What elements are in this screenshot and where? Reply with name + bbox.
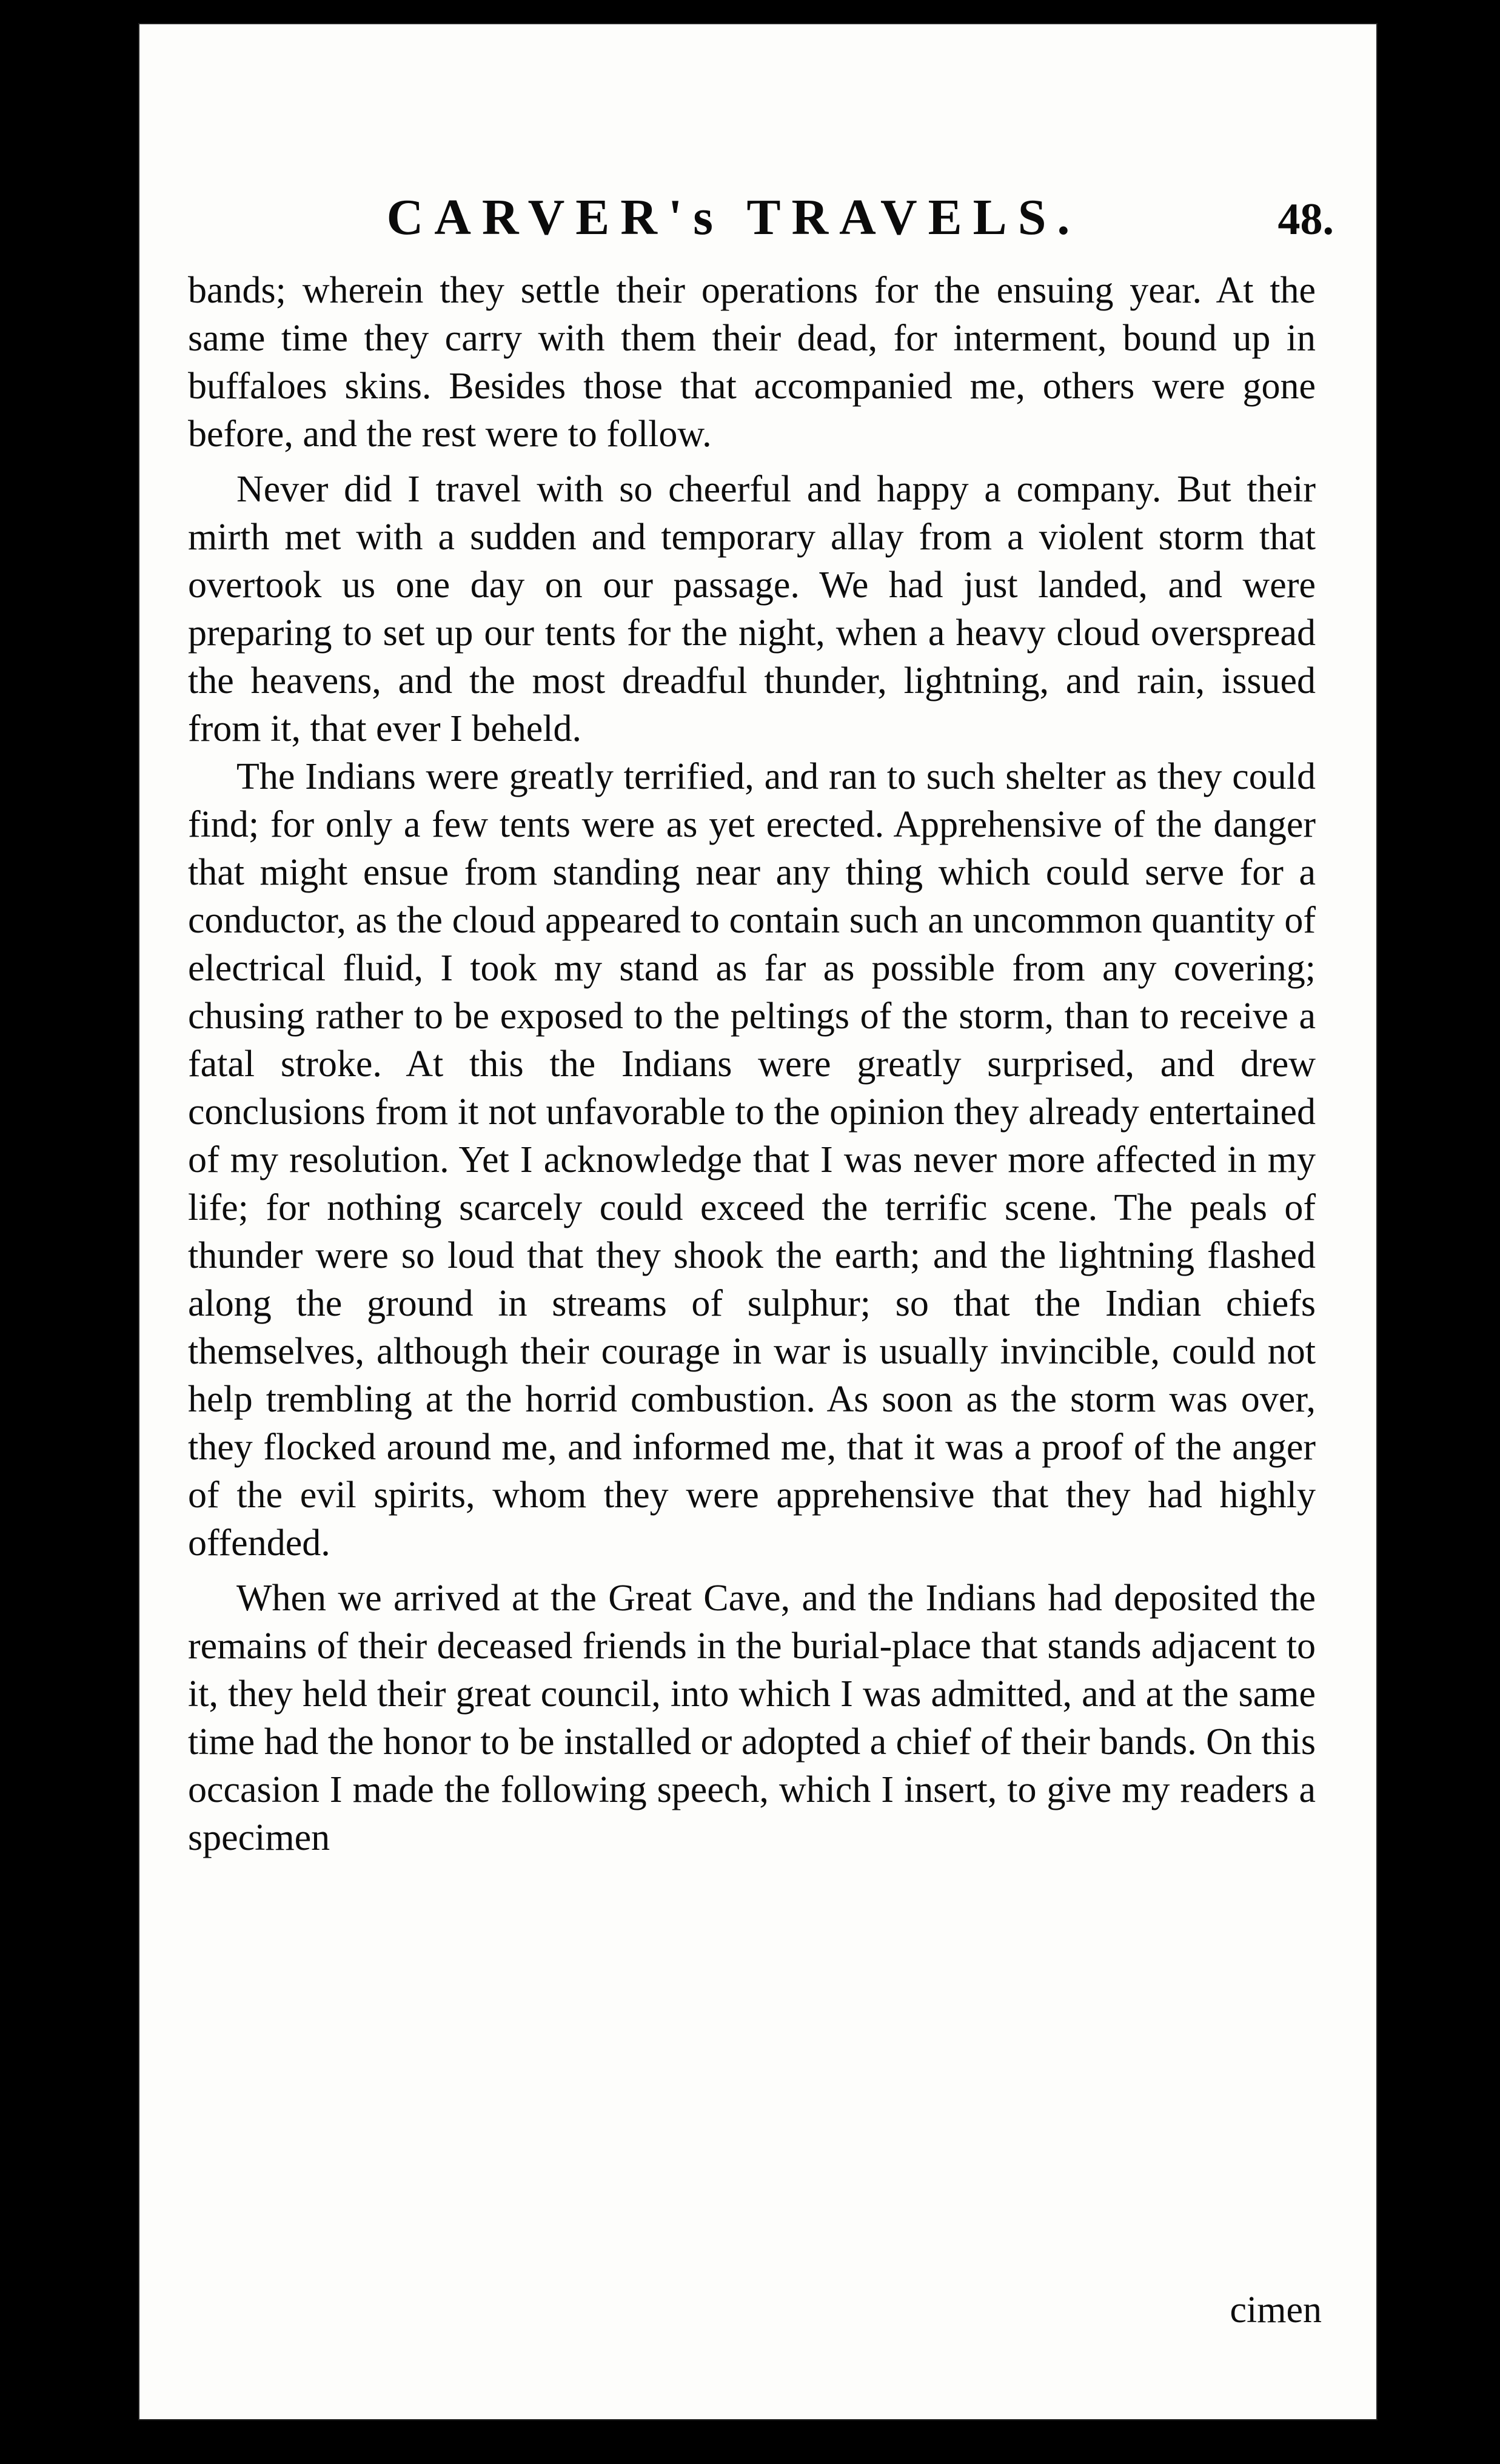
- book-page: [139, 24, 1376, 2419]
- catchword: cimen: [1230, 2289, 1322, 2331]
- running-title: CARVER's TRAVELS.: [386, 189, 1081, 246]
- scan-background: [0, 0, 152, 2464]
- page-number: 48.: [1277, 195, 1334, 244]
- paragraph-2: Never did I travel with so cheerful and happy a company. But their mirth met with a sudden and temporary allay from a violent storm that overtook us one day on our passage. We had just landed, and were preparing to set up our tents for the night, when a heavy cloud overspread the heavens, and the most dreadful thunder, lightning, and rain, issued from it, that ever I beheld.: [188, 469, 1316, 749]
- page-header: [139, 188, 1376, 261]
- paragraph-4: When we arrived at the Great Cave, and the Indians had deposited the remains of their deceased friends in the burial-place that stands adjacent to it, they held their great council, into which I was admitted, and at the same time had the honor to be installed or adopted a chief of their bands. On this occasion I made the following speech, which I insert, to give my readers a specimen: [188, 1578, 1316, 1858]
- paragraph-1: bands; wherein they settle their operations for the ensuing year. At the same time they carry with them their dead, for interment, bound up in buffaloes skins. Besides those that accompanied me, others were gone before, and the rest were to follow.: [188, 270, 1316, 455]
- paragraph-3: The Indians were greatly terrified, and ran to such shelter as they could find; for only a few tents were as yet erected. Apprehensive of the danger that might ensue from standing near any thing which could serve for a conductor, as the cloud appeared to contain such an uncommon quantity of electrical fluid, I took my stand as far as possible from any covering; chusing rather to be exposed to the peltings of the storm, than to receive a fatal stroke. At this the Indians were greatly surprised, and drew conclusions from it not unfavorable to the opinion they already entertained of my resolution. Yet I acknowledge that I was never more affected in my life; for nothing scarcely could exceed the terrific scene. The peals of thunder were so loud that they shook the earth; and the lightning flashed along the ground in streams of sulphur; so that the Indian chiefs themselves, although their courage in war is usually invincible, could not help trembling at the horrid combustion. As soon as the storm was over, they flocked around me, and informed me, that it was a proof of the anger of the evil spirits, whom they were apprehensive that they had highly offended.: [188, 756, 1316, 1564]
- body-text: [188, 267, 1316, 1862]
